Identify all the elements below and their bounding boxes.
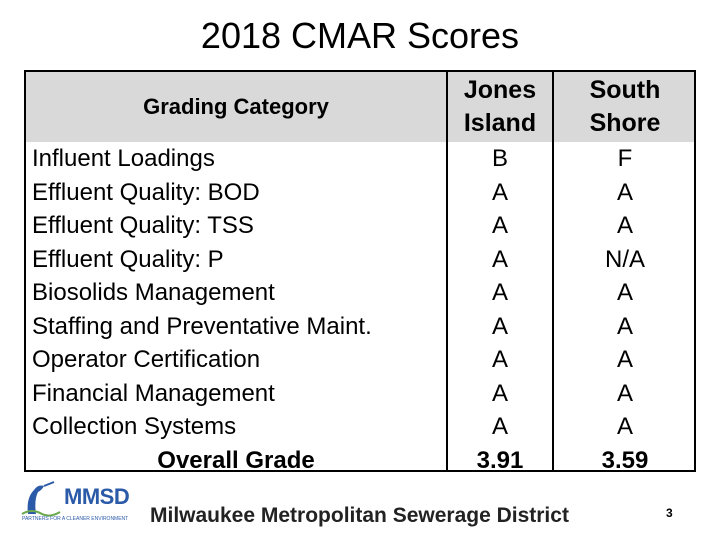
- row-jones-island-grade: A: [491, 212, 508, 239]
- row-jones-island-grade: A: [491, 379, 508, 407]
- table-row: [26, 310, 694, 344]
- page-title: 2018 CMAR Scores: [200, 15, 520, 56]
- table-row: [26, 276, 694, 310]
- overall-south-shore-score: 3.59: [601, 446, 649, 474]
- header-jones-island: [448, 72, 552, 142]
- row-jones-island-grade: A: [491, 279, 508, 306]
- row-south-shore-grade: F: [617, 145, 633, 172]
- table-row: [26, 377, 694, 411]
- table-row: [26, 243, 694, 277]
- table-row: [26, 410, 694, 444]
- table-body: [26, 142, 694, 477]
- header-south-shore: [554, 72, 696, 142]
- table-row: [26, 343, 694, 377]
- row-jones-island-grade: B: [491, 145, 508, 172]
- mmsd-logo: [20, 478, 130, 528]
- row-south-shore-grade: A: [616, 312, 633, 340]
- row-jones-island-grade: A: [491, 178, 508, 206]
- page-number: 3: [666, 506, 673, 520]
- row-jones-island-grade: A: [491, 312, 508, 340]
- header-jones-island-line1: Jones: [463, 76, 537, 104]
- row-category: Effluent Quality: TSS: [32, 212, 254, 239]
- row-south-shore-grade: A: [616, 212, 633, 239]
- row-south-shore-grade: A: [616, 379, 633, 407]
- row-jones-island-grade: A: [491, 245, 508, 273]
- row-category: Effluent Quality: BOD: [32, 178, 260, 206]
- grades-table: [24, 70, 696, 472]
- row-category: Effluent Quality: P: [32, 245, 224, 273]
- row-south-shore-grade: A: [616, 178, 633, 206]
- row-jones-island-grade: A: [491, 346, 508, 373]
- row-south-shore-grade: A: [616, 413, 633, 440]
- logo-text: MMSD: [64, 484, 130, 509]
- table-row: [26, 209, 694, 243]
- overall-grade-label: Overall Grade: [157, 446, 315, 474]
- logo-tagline: PARTNERS FOR A CLEANER ENVIRONMENT: [22, 516, 129, 522]
- overall-jones-island-score: 3.91: [476, 446, 524, 474]
- row-category: Staffing and Preventative Maint.: [32, 312, 372, 340]
- heron-icon: [20, 478, 64, 518]
- row-south-shore-grade: A: [616, 346, 633, 373]
- row-category: Operator Certification: [32, 346, 261, 373]
- organization-name: Milwaukee Metropolitan Sewerage District: [150, 504, 569, 527]
- row-category: Influent Loadings: [32, 145, 215, 172]
- row-south-shore-grade: N/A: [604, 245, 645, 273]
- header-south-shore-line2: Shore: [589, 109, 661, 137]
- header-south-shore-line1: South: [589, 76, 661, 104]
- row-jones-island-grade: A: [491, 413, 508, 440]
- table-row: [26, 176, 694, 210]
- row-category: Biosolids Management: [32, 279, 275, 306]
- overall-grade-row: [26, 444, 694, 478]
- header-grading-category: Grading Category: [143, 94, 329, 119]
- row-category: Financial Management: [32, 379, 275, 407]
- row-south-shore-grade: A: [616, 279, 633, 306]
- row-category: Collection Systems: [32, 413, 237, 440]
- table-row: [26, 142, 694, 176]
- header-jones-island-line2: Island: [463, 109, 537, 137]
